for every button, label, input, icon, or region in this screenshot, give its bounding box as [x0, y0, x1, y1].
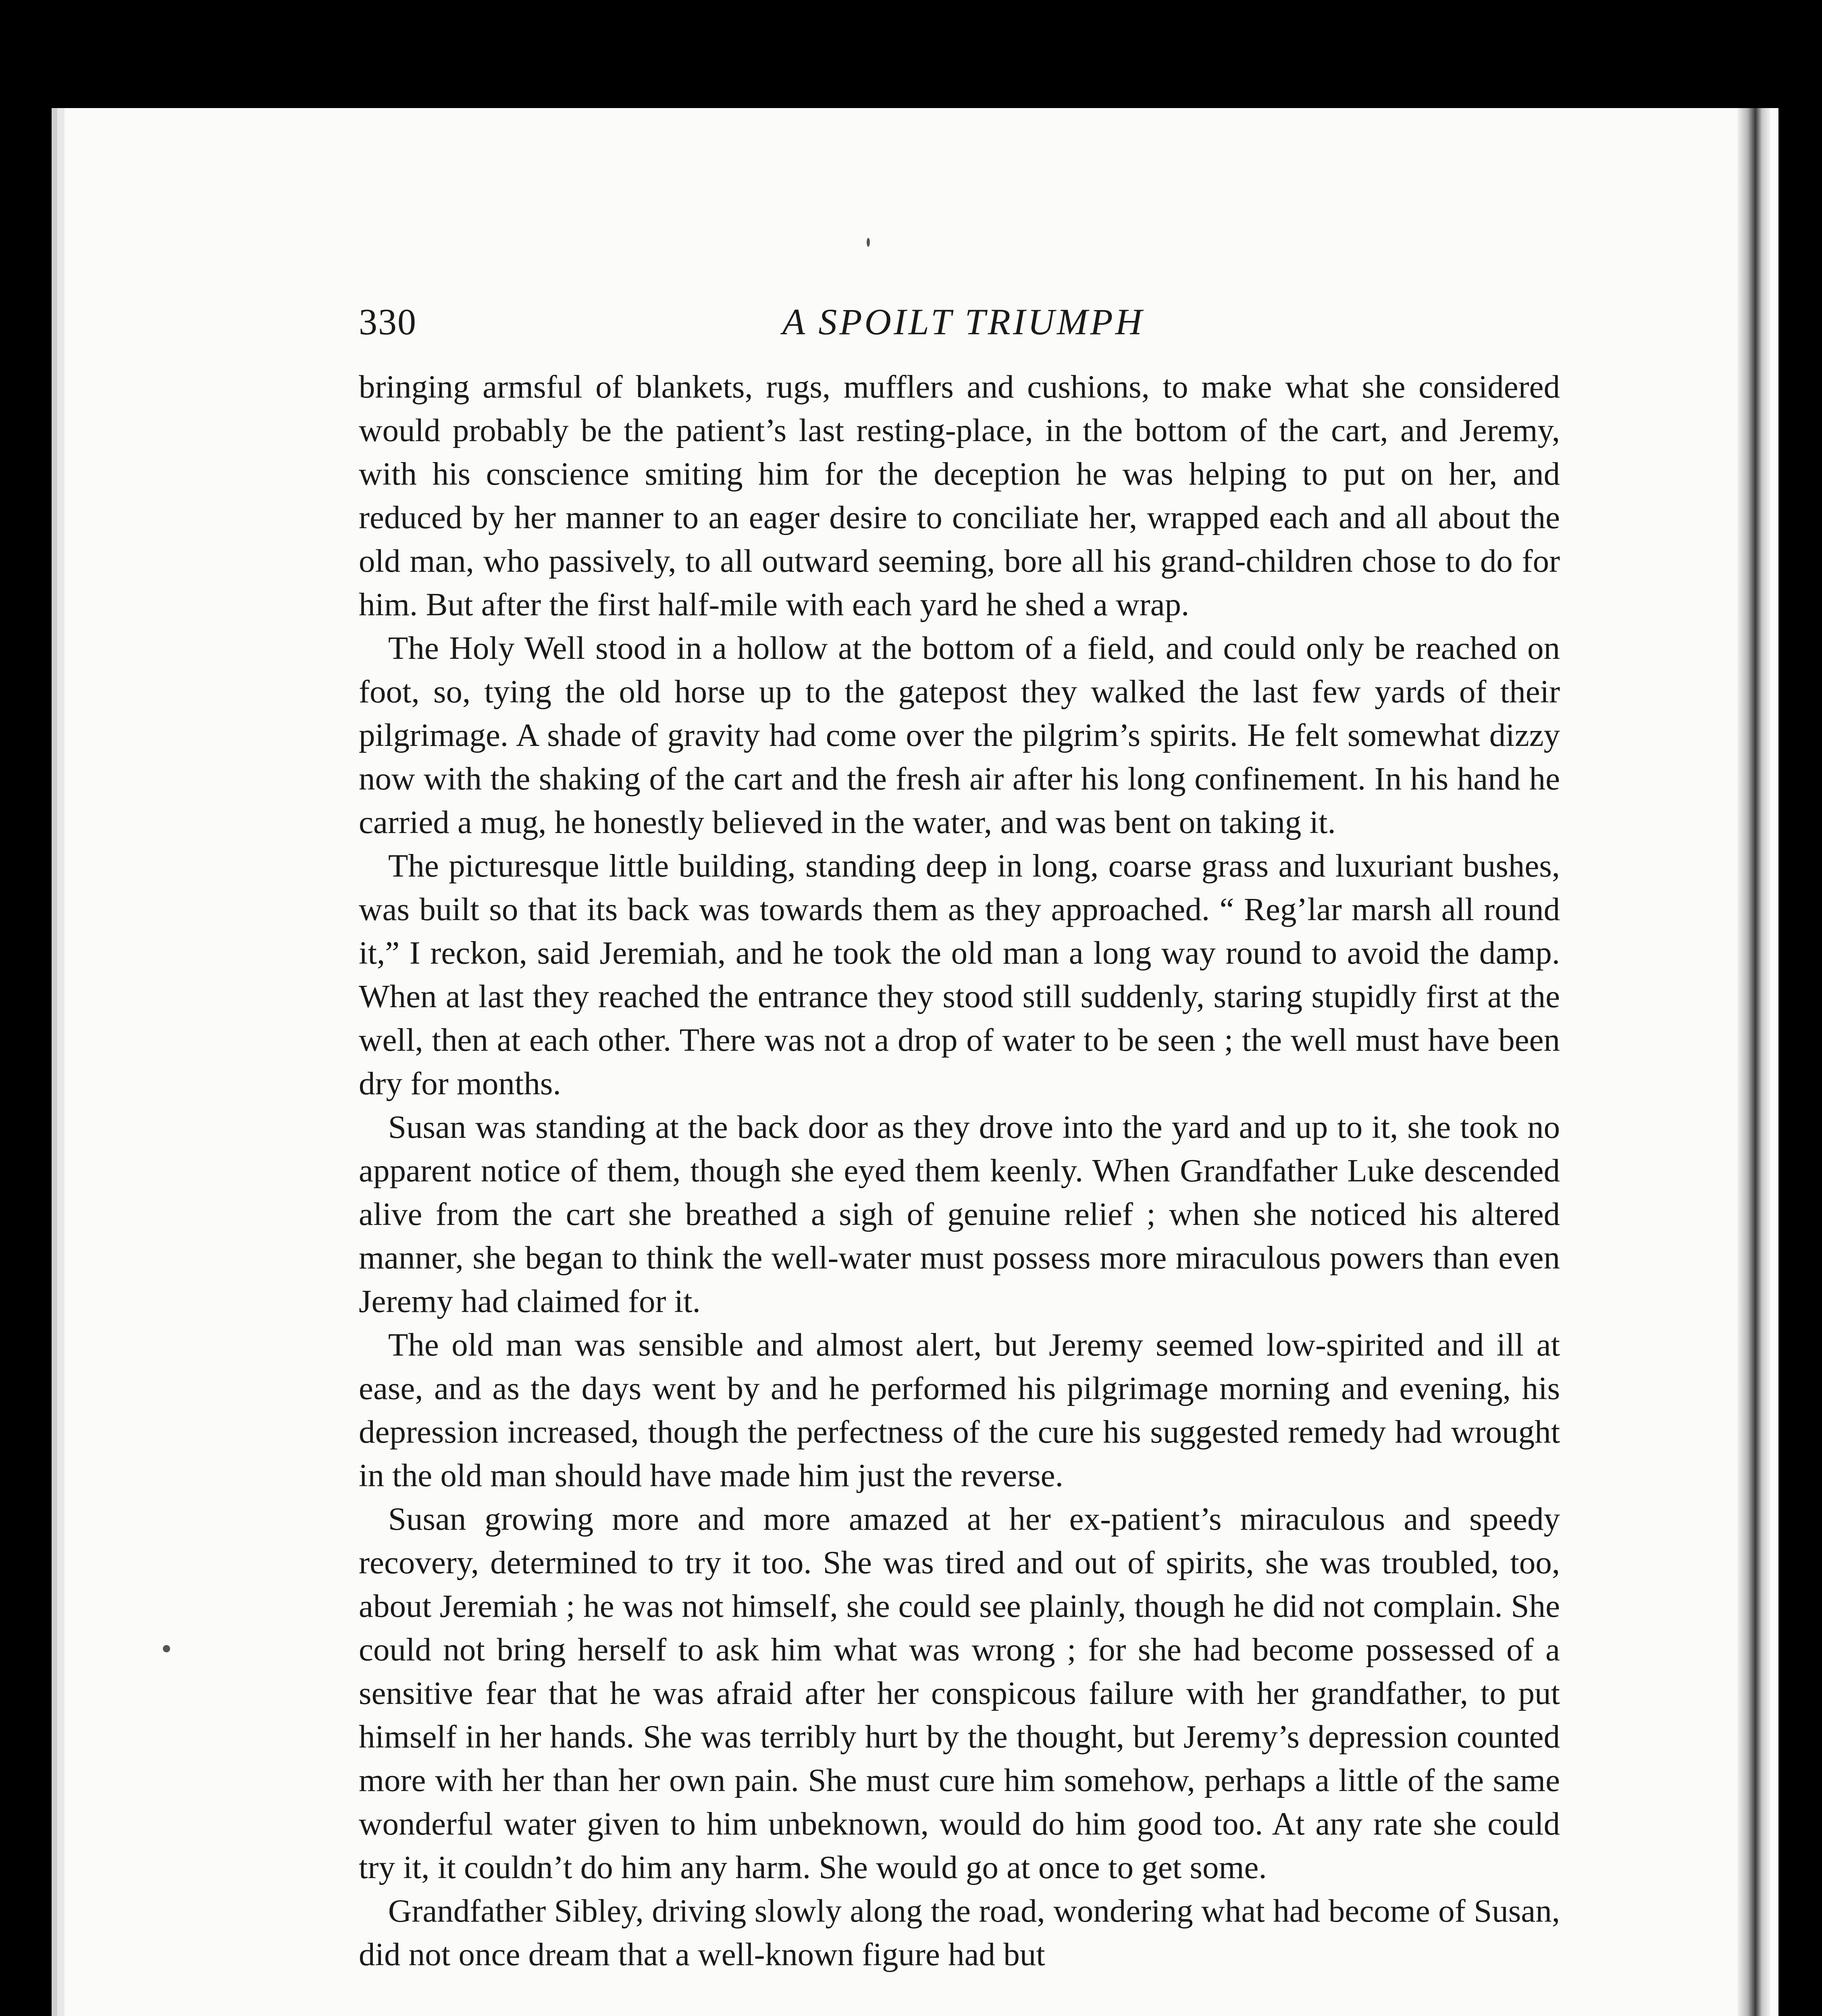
- running-header: [359, 300, 1568, 345]
- paragraph: Susan was standing at the back door as they drove into the yard and up to it, she took no apparent notice of them, though she eyed them keenly. When Grandfather Luke descended alive from the cart she breathed a sigh of genuine relief ; when she noticed his altered manner, she began to think the well-water must possess more miraculous powers than even Jeremy had claimed for it.: [359, 1109, 1560, 1319]
- page-fore-edge: [1737, 108, 1770, 2016]
- paragraph: Susan growing more and more amazed at her ex-patient’s miraculous and speedy recovery, determined to try it too. She was tired and out of spirits, she was troubled, too, about Jeremiah ; he was not himself, she could see plainly, though he did not complain. She could not bring herself to ask him what was wrong ; for she had become possessed of a sensitive fear that he was afraid after her conspicous failure with her grandfather, to put himself in her hands. She was terribly hurt by the thought, but Jeremy’s depression counted more with her than her own pain. She must cure him somehow, perhaps a little of the same wonderful water given to him unbeknown, would do him good too. At any rate she could try it, it couldn’t do him any harm. She would go at once to get some.: [359, 1501, 1560, 1885]
- paragraph: The picturesque little building, standing deep in long, coarse grass and luxuriant bushes, was built so that its back was towards them as they approached. “ Reg’lar marsh all round it,” I reckon, said Jeremiah, and he took the old man a long way round to avoid the damp. When at last they reached the entrance they stood still suddenly, staring stupidly first at the well, then at each other. There was not a drop of water to be seen ; the well must have been dry for months.: [359, 848, 1560, 1102]
- scan-speck: [163, 1645, 170, 1652]
- scan-speck: [867, 238, 870, 247]
- running-title: A SPOILT TRIUMPH: [782, 301, 1145, 342]
- paragraph: The Holy Well stood in a hollow at the bottom of a field, and could only be reached on foot, so, tying the old horse up to the gatepost they walked the last few yards of their pilgrimage. A shade of gravity had come over the pilgrim’s spirits. He felt somewhat dizzy now with the shaking of the cart and the fresh air after his long confinement. In his hand he carried a mug, he honestly believed in the water, and was bent on taking it.: [359, 630, 1560, 840]
- paragraph: The old man was sensible and almost alert, but Jeremy seemed low-spirited and ill at ease, and as the days went by and he performed his pilgrimage morning and evening, his depression increased, though the perfectness of the cure his suggested remedy had wrought in the old man should have made him just the reverse.: [359, 1327, 1560, 1493]
- page-number: 330: [359, 301, 417, 342]
- paragraph: Grandfather Sibley, driving slowly along the road, wondering what had become of Susan, did not once dream that a well-known figure had but: [359, 1893, 1560, 1972]
- body-text: [359, 365, 1560, 1976]
- paragraph: bringing armsful of blankets, rugs, mufflers and cushions, to make what she considered would probably be the patient’s last resting-place, in the bottom of the cart, and Jeremy, with his conscience smiting him for the deception he was helping to put on her, and reduced by her manner to an eager desire to conciliate her, wrapped each and all about the old man, who passively, to all outward seeming, bore all his grand-children chose to do for him. But after the first half-mile with each yard he shed a wrap.: [359, 369, 1560, 623]
